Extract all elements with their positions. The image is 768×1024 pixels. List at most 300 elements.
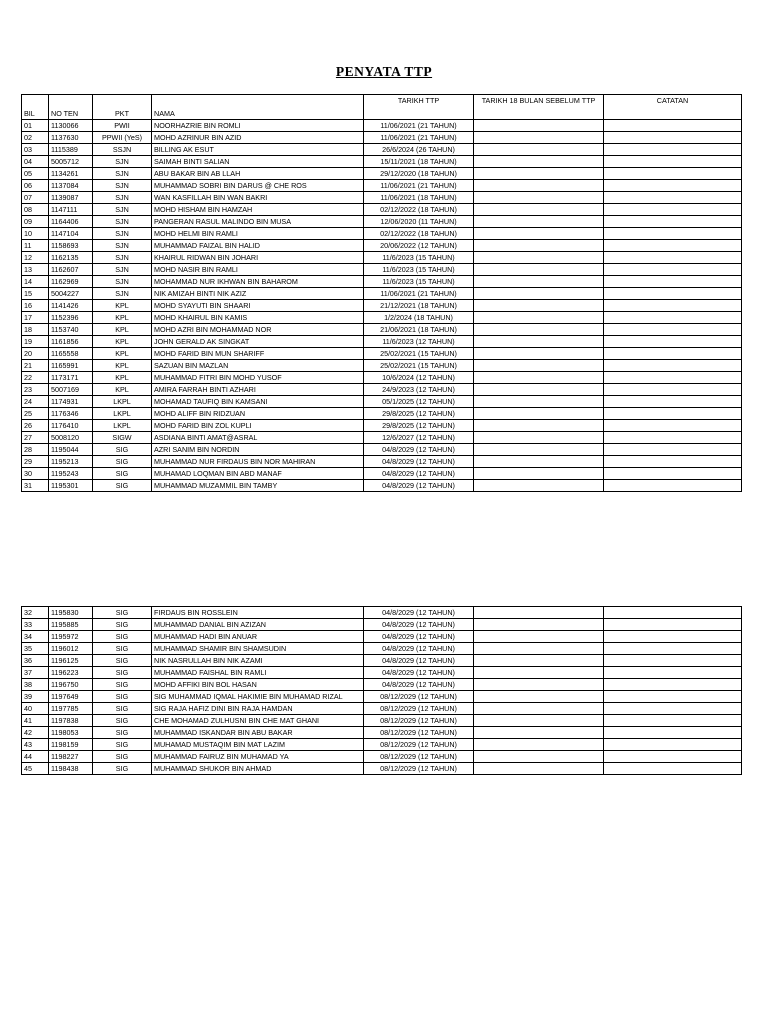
- cell-tarikh-ttp: 29/8/2025 (12 TAHUN): [364, 408, 474, 420]
- cell-noten: 1197649: [49, 691, 93, 703]
- table-row: [22, 156, 742, 168]
- cell-pkt: SJN: [93, 156, 152, 168]
- cell-noten: 1174931: [49, 396, 93, 408]
- cell-nama: MUHAMMAD FAIRUZ BIN MUHAMAD YA: [152, 751, 364, 763]
- cell-noten: 1196223: [49, 667, 93, 679]
- cell-bil: 28: [22, 444, 49, 456]
- cell-noten: 1153740: [49, 324, 93, 336]
- cell-tarikh-18-bulan: [474, 715, 604, 727]
- cell-noten: 1164406: [49, 216, 93, 228]
- cell-tarikh-18-bulan: [474, 156, 604, 168]
- cell-nama: MUHAMMAD SOBRI BIN DARUS @ CHE ROS: [152, 180, 364, 192]
- cell-tarikh-18-bulan: [474, 631, 604, 643]
- cell-nama: MUHAMMAD HADI BIN ANUAR: [152, 631, 364, 643]
- table-row: [22, 204, 742, 216]
- cell-pkt: KPL: [93, 300, 152, 312]
- cell-pkt: SIG: [93, 703, 152, 715]
- cell-tarikh-ttp: 04/8/2029 (12 TAHUN): [364, 607, 474, 619]
- cell-tarikh-18-bulan: [474, 120, 604, 132]
- cell-tarikh-18-bulan: [474, 300, 604, 312]
- cell-bil: 04: [22, 156, 49, 168]
- cell-nama: ABU BAKAR BIN AB LLAH: [152, 168, 364, 180]
- cell-bil: 18: [22, 324, 49, 336]
- cell-pkt: SIG: [93, 679, 152, 691]
- cell-noten: 5008120: [49, 432, 93, 444]
- cell-catatan: [604, 763, 742, 775]
- cell-pkt: KPL: [93, 372, 152, 384]
- cell-noten: 1196012: [49, 643, 93, 655]
- table-row: [22, 192, 742, 204]
- cell-tarikh-ttp: 10/6/2024 (12 TAHUN): [364, 372, 474, 384]
- cell-noten: 1130066: [49, 120, 93, 132]
- cell-tarikh-ttp: 04/8/2029 (12 TAHUN): [364, 468, 474, 480]
- cell-tarikh-ttp: 11/06/2021 (21 TAHUN): [364, 180, 474, 192]
- cell-tarikh-ttp: 04/8/2029 (12 TAHUN): [364, 444, 474, 456]
- table-row: [22, 643, 742, 655]
- page-title: PENYATA TTP: [335, 64, 433, 79]
- cell-bil: 12: [22, 252, 49, 264]
- cell-catatan: [604, 288, 742, 300]
- cell-pkt: KPL: [93, 324, 152, 336]
- table-row: [22, 619, 742, 631]
- cell-tarikh-18-bulan: [474, 420, 604, 432]
- table-row: [22, 372, 742, 384]
- cell-pkt: SIG: [93, 643, 152, 655]
- cell-pkt: SJN: [93, 228, 152, 240]
- cell-pkt: KPL: [93, 312, 152, 324]
- cell-catatan: [604, 715, 742, 727]
- cell-bil: 29: [22, 456, 49, 468]
- cell-bil: 43: [22, 739, 49, 751]
- cell-noten: 1198227: [49, 751, 93, 763]
- table-row: [22, 408, 742, 420]
- cell-tarikh-18-bulan: [474, 264, 604, 276]
- cell-tarikh-18-bulan: [474, 216, 604, 228]
- cell-noten: 1137084: [49, 180, 93, 192]
- cell-nama: AMIRA FARRAH BINTI AZHARI: [152, 384, 364, 396]
- cell-catatan: [604, 607, 742, 619]
- table-row: [22, 240, 742, 252]
- cell-noten: 1134261: [49, 168, 93, 180]
- table-row: [22, 456, 742, 468]
- cell-catatan: [604, 691, 742, 703]
- cell-noten: 1165991: [49, 360, 93, 372]
- table-row: [22, 228, 742, 240]
- cell-pkt: SIG: [93, 607, 152, 619]
- cell-tarikh-ttp: 11/06/2021 (21 TAHUN): [364, 288, 474, 300]
- cell-pkt: KPL: [93, 384, 152, 396]
- cell-nama: MUHAMMAD FAISHAL BIN RAMLI: [152, 667, 364, 679]
- cell-bil: 08: [22, 204, 49, 216]
- cell-pkt: SJN: [93, 192, 152, 204]
- cell-noten: 1197785: [49, 703, 93, 715]
- cell-noten: 1197838: [49, 715, 93, 727]
- cell-noten: 1152396: [49, 312, 93, 324]
- cell-nama: MOHAMAD TAUFIQ BIN KAMSANI: [152, 396, 364, 408]
- ttp-table: [21, 94, 742, 492]
- cell-pkt: SIGW: [93, 432, 152, 444]
- cell-noten: 1195830: [49, 607, 93, 619]
- cell-nama: MUHAMAD MUSTAQIM BIN MAT LAZIM: [152, 739, 364, 751]
- cell-nama: MOHAMMAD NUR IKHWAN BIN BAHAROM: [152, 276, 364, 288]
- cell-tarikh-ttp: 1/2/2024 (18 TAHUN): [364, 312, 474, 324]
- cell-catatan: [604, 619, 742, 631]
- cell-bil: 39: [22, 691, 49, 703]
- cell-pkt: SJN: [93, 216, 152, 228]
- cell-bil: 22: [22, 372, 49, 384]
- cell-tarikh-18-bulan: [474, 204, 604, 216]
- cell-catatan: [604, 396, 742, 408]
- cell-tarikh-ttp: 05/1/2025 (12 TAHUN): [364, 396, 474, 408]
- cell-catatan: [604, 228, 742, 240]
- cell-tarikh-18-bulan: [474, 312, 604, 324]
- cell-bil: 34: [22, 631, 49, 643]
- cell-bil: 16: [22, 300, 49, 312]
- cell-nama: FIRDAUS BIN ROSSLEIN: [152, 607, 364, 619]
- cell-bil: 32: [22, 607, 49, 619]
- cell-tarikh-18-bulan: [474, 703, 604, 715]
- table-row: [22, 312, 742, 324]
- cell-tarikh-ttp: 08/12/2029 (12 TAHUN): [364, 739, 474, 751]
- cell-nama: MUHAMMAD FITRI BIN MOHD YUSOF: [152, 372, 364, 384]
- cell-tarikh-18-bulan: [474, 655, 604, 667]
- cell-tarikh-18-bulan: [474, 144, 604, 156]
- cell-nama: MUHAMAD LOQMAN BIN ABD MANAF: [152, 468, 364, 480]
- table-row: [22, 288, 742, 300]
- cell-pkt: SIG: [93, 715, 152, 727]
- cell-pkt: LKPL: [93, 420, 152, 432]
- cell-catatan: [604, 631, 742, 643]
- cell-nama: MOHD ALIFF BIN RIDZUAN: [152, 408, 364, 420]
- cell-pkt: SSJN: [93, 144, 152, 156]
- cell-tarikh-ttp: 11/06/2021 (18 TAHUN): [364, 192, 474, 204]
- cell-tarikh-18-bulan: [474, 643, 604, 655]
- table-row: [22, 480, 742, 492]
- cell-nama: SAIMAH BINTI SALIAN: [152, 156, 364, 168]
- cell-pkt: SIG: [93, 739, 152, 751]
- cell-catatan: [604, 120, 742, 132]
- cell-bil: 14: [22, 276, 49, 288]
- cell-tarikh-18-bulan: [474, 480, 604, 492]
- cell-nama: MUHAMMAD FAIZAL BIN HALID: [152, 240, 364, 252]
- cell-bil: 06: [22, 180, 49, 192]
- cell-tarikh-ttp: 15/11/2021 (18 TAHUN): [364, 156, 474, 168]
- cell-catatan: [604, 372, 742, 384]
- cell-pkt: KPL: [93, 348, 152, 360]
- cell-tarikh-ttp: 04/8/2029 (12 TAHUN): [364, 643, 474, 655]
- header-pkt: PKT: [93, 95, 152, 120]
- cell-catatan: [604, 655, 742, 667]
- cell-bil: 41: [22, 715, 49, 727]
- cell-tarikh-ttp: 29/8/2025 (12 TAHUN): [364, 420, 474, 432]
- cell-bil: 37: [22, 667, 49, 679]
- cell-nama: BILLING AK ESUT: [152, 144, 364, 156]
- cell-tarikh-ttp: 04/8/2029 (12 TAHUN): [364, 667, 474, 679]
- table-row: [22, 739, 742, 751]
- cell-tarikh-ttp: 08/12/2029 (12 TAHUN): [364, 691, 474, 703]
- cell-pkt: SIG: [93, 631, 152, 643]
- header-tarikh-18-bulan: TARIKH 18 BULAN SEBELUM TTP: [474, 95, 604, 120]
- cell-catatan: [604, 727, 742, 739]
- table-row: [22, 607, 742, 619]
- cell-catatan: [604, 132, 742, 144]
- cell-catatan: [604, 739, 742, 751]
- cell-noten: 1195301: [49, 480, 93, 492]
- table-header-row: [22, 95, 742, 120]
- cell-pkt: SIG: [93, 763, 152, 775]
- cell-noten: 1195243: [49, 468, 93, 480]
- cell-nama: MOHD AZRINUR BIN AZID: [152, 132, 364, 144]
- table-row: [22, 727, 742, 739]
- cell-pkt: SIG: [93, 691, 152, 703]
- table-row: [22, 360, 742, 372]
- cell-catatan: [604, 204, 742, 216]
- cell-bil: 03: [22, 144, 49, 156]
- cell-bil: 13: [22, 264, 49, 276]
- cell-noten: 5005712: [49, 156, 93, 168]
- cell-pkt: SIG: [93, 619, 152, 631]
- cell-tarikh-ttp: 04/8/2029 (12 TAHUN): [364, 655, 474, 667]
- cell-tarikh-18-bulan: [474, 619, 604, 631]
- cell-tarikh-ttp: 11/06/2021 (21 TAHUN): [364, 120, 474, 132]
- cell-bil: 10: [22, 228, 49, 240]
- cell-tarikh-ttp: 11/06/2021 (21 TAHUN): [364, 132, 474, 144]
- cell-bil: 02: [22, 132, 49, 144]
- cell-tarikh-18-bulan: [474, 444, 604, 456]
- cell-noten: 1195972: [49, 631, 93, 643]
- cell-nama: MOHD FARID BIN MUN SHARIFF: [152, 348, 364, 360]
- cell-tarikh-18-bulan: [474, 456, 604, 468]
- cell-bil: 30: [22, 468, 49, 480]
- cell-noten: 1115389: [49, 144, 93, 156]
- cell-catatan: [604, 679, 742, 691]
- cell-tarikh-ttp: 11/6/2023 (12 TAHUN): [364, 336, 474, 348]
- table-row: [22, 691, 742, 703]
- table-row: [22, 252, 742, 264]
- cell-nama: CHE MOHAMAD ZULHUSNI BIN CHE MAT GHANI: [152, 715, 364, 727]
- cell-catatan: [604, 348, 742, 360]
- cell-bil: 05: [22, 168, 49, 180]
- cell-tarikh-18-bulan: [474, 132, 604, 144]
- cell-nama: JOHN GERALD AK SINGKAT: [152, 336, 364, 348]
- cell-nama: PANGERAN RASUL MALINDO BIN MUSA: [152, 216, 364, 228]
- cell-nama: SIG MUHAMMAD IQMAL HAKIMIE BIN MUHAMAD RIZAL: [152, 691, 364, 703]
- cell-pkt: SJN: [93, 180, 152, 192]
- cell-pkt: SJN: [93, 264, 152, 276]
- cell-catatan: [604, 480, 742, 492]
- cell-bil: 24: [22, 396, 49, 408]
- cell-noten: 1195213: [49, 456, 93, 468]
- cell-pkt: SIG: [93, 655, 152, 667]
- cell-tarikh-18-bulan: [474, 192, 604, 204]
- cell-bil: 20: [22, 348, 49, 360]
- cell-tarikh-ttp: 08/12/2029 (12 TAHUN): [364, 751, 474, 763]
- cell-bil: 19: [22, 336, 49, 348]
- cell-catatan: [604, 156, 742, 168]
- cell-tarikh-ttp: 11/6/2023 (15 TAHUN): [364, 264, 474, 276]
- cell-catatan: [604, 276, 742, 288]
- cell-noten: 1139087: [49, 192, 93, 204]
- cell-nama: MOHD AFFIKI BIN BOL HASAN: [152, 679, 364, 691]
- cell-tarikh-18-bulan: [474, 396, 604, 408]
- cell-catatan: [604, 312, 742, 324]
- cell-catatan: [604, 192, 742, 204]
- cell-bil: 07: [22, 192, 49, 204]
- cell-noten: 1173171: [49, 372, 93, 384]
- cell-noten: 1198159: [49, 739, 93, 751]
- cell-catatan: [604, 384, 742, 396]
- table-row: [22, 336, 742, 348]
- cell-pkt: SIG: [93, 667, 152, 679]
- table-row: [22, 763, 742, 775]
- table-row: [22, 631, 742, 643]
- table-row: [22, 667, 742, 679]
- cell-nama: MOHD HISHAM BIN HAMZAH: [152, 204, 364, 216]
- cell-pkt: KPL: [93, 336, 152, 348]
- cell-tarikh-18-bulan: [474, 763, 604, 775]
- cell-tarikh-ttp: 25/02/2021 (15 TAHUN): [364, 360, 474, 372]
- cell-catatan: [604, 144, 742, 156]
- cell-noten: 1165558: [49, 348, 93, 360]
- cell-pkt: SIG: [93, 480, 152, 492]
- cell-catatan: [604, 751, 742, 763]
- table-row: [22, 144, 742, 156]
- cell-tarikh-18-bulan: [474, 751, 604, 763]
- cell-tarikh-18-bulan: [474, 288, 604, 300]
- cell-nama: MUHAMMAD SHUKOR BIN AHMAD: [152, 763, 364, 775]
- table-row: [22, 180, 742, 192]
- cell-nama: MOHD HELMI BIN RAMLI: [152, 228, 364, 240]
- cell-noten: 1137630: [49, 132, 93, 144]
- cell-noten: 1195044: [49, 444, 93, 456]
- table-row: [22, 703, 742, 715]
- cell-tarikh-18-bulan: [474, 607, 604, 619]
- cell-tarikh-ttp: 12/06/2020 (11 TAHUN): [364, 216, 474, 228]
- cell-noten: 1198053: [49, 727, 93, 739]
- cell-pkt: SIG: [93, 468, 152, 480]
- cell-tarikh-18-bulan: [474, 739, 604, 751]
- cell-catatan: [604, 420, 742, 432]
- cell-noten: 1162969: [49, 276, 93, 288]
- cell-bil: 15: [22, 288, 49, 300]
- cell-pkt: PWII: [93, 120, 152, 132]
- cell-bil: 40: [22, 703, 49, 715]
- cell-pkt: SJN: [93, 276, 152, 288]
- header-bil: BIL: [22, 95, 49, 120]
- cell-noten: 1147104: [49, 228, 93, 240]
- cell-noten: 1162607: [49, 264, 93, 276]
- cell-noten: 5007169: [49, 384, 93, 396]
- cell-noten: 1196750: [49, 679, 93, 691]
- cell-bil: 26: [22, 420, 49, 432]
- cell-nama: WAN KASFILLAH BIN WAN BAKRI: [152, 192, 364, 204]
- cell-nama: MUHAMMAD DANIAL BIN AZIZAN: [152, 619, 364, 631]
- cell-bil: 25: [22, 408, 49, 420]
- cell-tarikh-ttp: 24/9/2023 (12 TAHUN): [364, 384, 474, 396]
- cell-catatan: [604, 252, 742, 264]
- cell-tarikh-ttp: 04/8/2029 (12 TAHUN): [364, 456, 474, 468]
- cell-noten: 1141426: [49, 300, 93, 312]
- table-row: [22, 348, 742, 360]
- cell-bil: 33: [22, 619, 49, 631]
- header-noten: NO TEN: [49, 95, 93, 120]
- cell-catatan: [604, 456, 742, 468]
- cell-nama: MOHD KHAIRUL BIN KAMIS: [152, 312, 364, 324]
- cell-tarikh-18-bulan: [474, 228, 604, 240]
- table-row: [22, 444, 742, 456]
- cell-bil: 23: [22, 384, 49, 396]
- cell-nama: NIK AMIZAH BINTI NIK AZIZ: [152, 288, 364, 300]
- table-row: [22, 120, 742, 132]
- cell-nama: KHAIRUL RIDWAN BIN JOHARI: [152, 252, 364, 264]
- cell-catatan: [604, 408, 742, 420]
- cell-pkt: SIG: [93, 727, 152, 739]
- cell-bil: 45: [22, 763, 49, 775]
- cell-catatan: [604, 216, 742, 228]
- cell-nama: MUHAMMAD SHAMIR BIN SHAMSUDIN: [152, 643, 364, 655]
- cell-pkt: KPL: [93, 360, 152, 372]
- table-row: [22, 324, 742, 336]
- cell-tarikh-18-bulan: [474, 372, 604, 384]
- cell-pkt: PPWII (YeS): [93, 132, 152, 144]
- cell-pkt: SJN: [93, 168, 152, 180]
- cell-pkt: SJN: [93, 252, 152, 264]
- cell-catatan: [604, 264, 742, 276]
- cell-tarikh-ttp: 21/12/2021 (18 TAHUN): [364, 300, 474, 312]
- cell-noten: 1161856: [49, 336, 93, 348]
- table-row: [22, 216, 742, 228]
- cell-catatan: [604, 336, 742, 348]
- cell-catatan: [604, 444, 742, 456]
- cell-pkt: LKPL: [93, 408, 152, 420]
- cell-nama: AZRI SANIM BIN NORDIN: [152, 444, 364, 456]
- cell-bil: 36: [22, 655, 49, 667]
- cell-tarikh-ttp: 26/6/2024 (26 TAHUN): [364, 144, 474, 156]
- table-row: [22, 396, 742, 408]
- cell-tarikh-ttp: 20/06/2022 (12 TAHUN): [364, 240, 474, 252]
- cell-noten: 1158693: [49, 240, 93, 252]
- cell-bil: 27: [22, 432, 49, 444]
- cell-tarikh-ttp: 25/02/2021 (15 TAHUN): [364, 348, 474, 360]
- cell-tarikh-18-bulan: [474, 276, 604, 288]
- cell-pkt: SJN: [93, 204, 152, 216]
- cell-noten: 1195885: [49, 619, 93, 631]
- header-catatan: CATATAN: [604, 95, 742, 120]
- header-tarikh-ttp: TARIKH TTP: [364, 95, 474, 120]
- cell-tarikh-18-bulan: [474, 336, 604, 348]
- cell-noten: 1162135: [49, 252, 93, 264]
- cell-bil: 44: [22, 751, 49, 763]
- cell-noten: 1196125: [49, 655, 93, 667]
- cell-bil: 11: [22, 240, 49, 252]
- cell-catatan: [604, 180, 742, 192]
- cell-nama: MOHD SYAYUTI BIN SHAARI: [152, 300, 364, 312]
- cell-bil: 01: [22, 120, 49, 132]
- cell-catatan: [604, 168, 742, 180]
- cell-tarikh-18-bulan: [474, 360, 604, 372]
- table-row: [22, 276, 742, 288]
- cell-catatan: [604, 432, 742, 444]
- cell-catatan: [604, 643, 742, 655]
- cell-pkt: SIG: [93, 751, 152, 763]
- cell-nama: MOHD AZRI BIN MOHAMMAD NOR: [152, 324, 364, 336]
- cell-pkt: SIG: [93, 456, 152, 468]
- table-row: [22, 468, 742, 480]
- cell-catatan: [604, 703, 742, 715]
- cell-nama: ASDIANA BINTI AMAT@ASRAL: [152, 432, 364, 444]
- header-nama: NAMA: [152, 95, 364, 120]
- table-row: [22, 751, 742, 763]
